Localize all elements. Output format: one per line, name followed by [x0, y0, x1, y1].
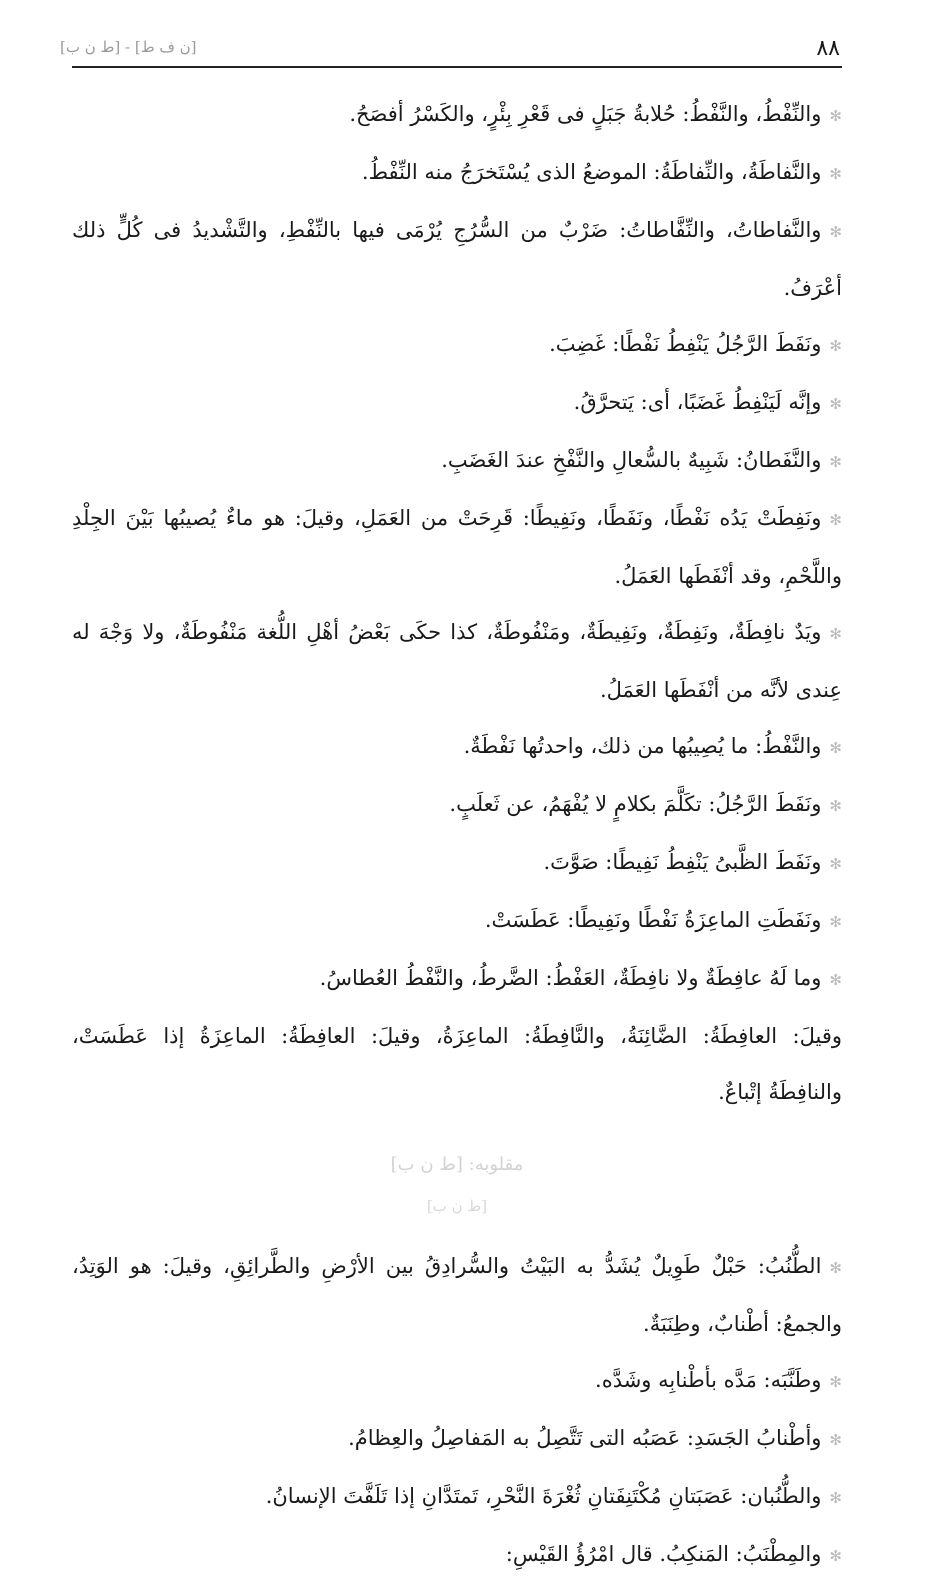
- dictionary-entry: ✻وما لَهُ عافِطَةٌ ولا نافِطَةٌ، العَفْطُ: الضَّرطُ، والنَّفْطُ العُطاسُ.: [319, 966, 842, 990]
- asterisk-icon: ✻: [829, 739, 842, 757]
- asterisk-icon: ✻: [829, 1373, 842, 1391]
- running-head: [ن ف ط] - [ط ن ب]: [60, 38, 197, 56]
- dictionary-entry: ✻والمِطْنَبُ: المَنكِبُ. قال امْرُؤُ القَيْسِ:: [505, 1542, 842, 1566]
- asterisk-icon: ✻: [829, 971, 842, 989]
- asterisk-icon: ✻: [829, 1259, 842, 1277]
- asterisk-icon: ✻: [829, 107, 842, 125]
- section-title: مقلوبه: [ط ن ب]: [390, 1154, 524, 1175]
- page-number: ٨٨: [816, 36, 840, 61]
- dictionary-entry: ✻والنَّفاطَةُ، والنِّفاطَةُ: الموضعُ الذى يُسْتَخرَجُ منه النِّفْطُ.: [361, 160, 842, 184]
- asterisk-icon: ✻: [829, 1431, 842, 1449]
- page-header: [60, 28, 840, 68]
- asterisk-icon: ✻: [829, 223, 843, 241]
- dictionary-entry: ✻والنَّفاطاتُ، والنِّفَّاطاتُ: ضَرْبٌ من السُّرُجِ يُرْمَى فيها بالنِّفْطِ، والتَّشْديدُ فى كُلٍّ ذلك أعْرَفُ.: [72, 218, 843, 300]
- dictionary-entry: ✻وطَنَّبَه: مَدَّه بأطْنابِه وشَدَّه.: [595, 1368, 842, 1392]
- dictionary-entry: ✻ويَدٌ نافِطَةٌ، ونَفِطَةٌ، ونَفِيطَةٌ، ومَنْفُوطَةٌ، كذا حكَى بَعْضُ أهْلِ اللُّغة مَنْفُوطَةٌ، ولا وَجْهَ له عِندى لأنَّه من أنْفَطَها العَمَلُ.: [72, 620, 842, 702]
- dictionary-entry: ✻والنَّفَطانُ: شَبِيهٌ بالسُّعالِ والنَّفْخِ عندَ الغَضَبِ.: [441, 448, 842, 472]
- asterisk-icon: ✻: [829, 337, 842, 355]
- dictionary-entry: ✻ونَفَطَتِ الماعِزَةُ نَفْطًا ونَفِيطًا: عَطَسَتْ.: [484, 908, 842, 932]
- dictionary-entry: ✻وأطْنابُ الجَسَدِ: عَصَبُه التى تَتَّصِلُ به المَفاصِلُ والعِظامُ.: [348, 1426, 842, 1450]
- asterisk-icon: ✻: [829, 855, 842, 873]
- asterisk-icon: ✻: [829, 511, 842, 529]
- asterisk-icon: ✻: [829, 395, 842, 413]
- dictionary-entry: ✻ونَفَطَ الرَّجُلُ: تكَلَّمَ بكلامٍ لا يُفْهَمُ، عن ثَعلَبٍ.: [449, 792, 842, 816]
- section-subtitle: [ط ن ب]: [426, 1197, 488, 1215]
- dictionary-entry: ✻ونَفَطَ الظَّبىُ يَنْفِطُ نَفِيطًا: صَوَّتَ.: [543, 850, 842, 874]
- dictionary-entry: ✻وإنَّه لَيَنْفِطُ غَضَبًا، أى: يَتحرَّقُ.: [573, 390, 842, 414]
- asterisk-icon: ✻: [829, 913, 842, 931]
- asterisk-icon: ✻: [829, 625, 842, 643]
- asterisk-icon: ✻: [829, 1489, 842, 1507]
- dictionary-entry: ✻والنَّفْطُ: ما يُصِيبُها من ذلك، واحدتُها نَفْطَةٌ.: [463, 734, 842, 758]
- page-body: [72, 86, 842, 1584]
- asterisk-icon: ✻: [829, 453, 842, 471]
- dictionary-entry: ✻ونَفَطَ الرَّجُلُ يَنْفِطُ نَفْطًا: غَضِبَ.: [549, 332, 842, 356]
- dictionary-entry: ✻ونَفِطَتْ يَدُه نَفْطًا، ونَفَطًا، ونَفِيطًا: قَرِحَتْ من العَمَلِ، وقيلَ: هو ماءٌ يُصيبُها بَيْنَ الجِلْدِ واللَّحْمِ، وقد أنْفَطَها العَمَلُ.: [72, 506, 842, 588]
- asterisk-icon: ✻: [829, 165, 842, 183]
- dictionary-entry: ✻والنِّفْطُ، والنَّفْطُ: حُلابةُ جَبَلٍ فى قَعْرِ بِئْرٍ، والكَسْرُ أفصَحُ.: [349, 102, 842, 126]
- header-rule: [72, 66, 842, 68]
- dictionary-entry: ✻الطُّنُبُ: حَبْلٌ طَوِيلٌ يُشَدُّ به البَيْتُ والسُّرادِقُ بين الأرْضِ والطَّرائِقِ، وقيلَ: هو الوَتِدُ، والجمعُ: أطْنابٌ، وطِنَبَةٌ.: [72, 1254, 842, 1336]
- section-gap: [72, 1120, 842, 1144]
- dictionary-entry: وقيلَ: العافِطَةُ: الضَّائِنَةُ، والنَّافِطَةُ: الماعِزَةُ، وقيلَ: العافِطَةُ: الماعِزَةُ إذا عَطَسَتْ، والنافِطَةُ إتْباعٌ.: [72, 1024, 842, 1104]
- asterisk-icon: ✻: [829, 1547, 842, 1565]
- asterisk-icon: ✻: [829, 797, 842, 815]
- dictionary-entry: ✻والطُّنُبان: عَصَبَتانِ مُكْتَنِفَتانِ ثُغْرَةَ النَّحْرِ، تَمتَدَّانِ إذا تَلَفَّتَ الإنسانُ.: [265, 1484, 842, 1508]
